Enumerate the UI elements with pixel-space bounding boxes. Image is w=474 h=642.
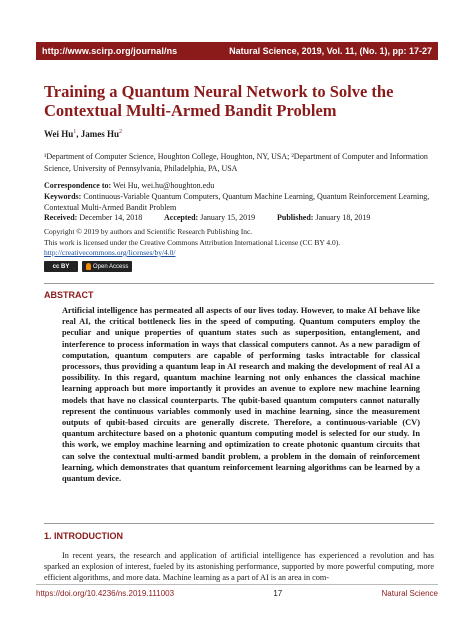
affiliation-marker: 1	[73, 129, 77, 135]
published-label: Published:	[277, 213, 314, 222]
keywords	[44, 191, 434, 213]
open-access-badge	[82, 261, 132, 272]
introduction-heading: 1. INTRODUCTION	[44, 531, 124, 541]
journal-url[interactable]: http://www.scirp.org/journal/ns	[42, 46, 178, 56]
page-number: 17	[273, 589, 283, 598]
doi-link[interactable]: https://doi.org/10.4236/ns.2019.111003	[36, 589, 175, 598]
correspondence-label: Correspondence to:	[44, 181, 112, 190]
publication-dates	[44, 213, 434, 222]
section-divider	[44, 283, 434, 284]
author-name: James Hu	[80, 129, 120, 139]
correspondence	[44, 180, 434, 191]
journal-citation: Natural Science, 2019, Vol. 11, (No. 1), pp: 17-27	[229, 46, 432, 56]
published-date: January 18, 2019	[313, 213, 371, 222]
abstract-heading: ABSTRACT	[44, 290, 94, 300]
accepted-date: January 15, 2019	[198, 213, 256, 222]
cc-by-badge[interactable]: cc BY	[44, 261, 78, 272]
correspondence-value[interactable]: Wei Hu, wei.hu@houghton.edu	[111, 181, 215, 190]
affiliations: ¹Department of Computer Science, Houghton College, Houghton, NY, USA; ²Department of Computer and Information Science, University of Pennsylvania, Philadelphia, PA, USA	[44, 152, 428, 173]
footer-divider	[36, 584, 438, 585]
license-link[interactable]: http://creativecommons.org/licenses/by/4.0/	[44, 248, 176, 257]
introduction-text: In recent years, the research and application of artificial intelligence has experienced a revolution and has sparked an explosion of interest, fueled by its astonishing performance, supported by more powerful computing, more efficient algorithms, and more data. Machine learning as a part of AI is an area in com-	[44, 551, 434, 582]
copyright-line: Copyright © 2019 by authors and Scientific Research Publishing Inc.	[44, 227, 253, 236]
keywords-value: Continuous-Variable Quantum Computers, Quantum Machine Learning, Quantum Reinforcement Learning, Contextual Multi-Armed Bandit Problem	[44, 192, 430, 212]
author-separator: ,	[76, 129, 81, 139]
copyright-block	[44, 227, 434, 259]
affiliation-marker: 2	[119, 129, 123, 135]
open-access-lock-icon	[86, 263, 91, 270]
keywords-label: Keywords:	[44, 192, 82, 201]
paper-title: Training a Quantum Neural Network to Solve the Contextual Multi-Armed Bandit Problem	[44, 82, 394, 120]
license-badges	[44, 261, 132, 272]
open-access-label: Open Access	[93, 263, 129, 270]
received-label: Received:	[44, 213, 78, 222]
author-list	[44, 129, 122, 139]
journal-header-bar	[36, 42, 438, 60]
abstract-text: Artificial intelligence has permeated all aspects of our lives today. However, to make AI behave like real AI, the critical bottleneck lies in the speed of computing. Quantum computers employ the peculiar and unique properties of quantum states such as superposition, entanglement, and interference to process information in ways that classical computers cannot. As a new paradigm of computation, quantum computers are capable of performing tasks intractable for classical processors, thus providing a quantum leap in AI research and making the development of real AI a possibility. In this regard, quantum machine learning not only enhances the classical machine learning approach but more importantly it provides an avenue to explore new machine learning models that have no classical counterparts. The qubit-based quantum computers cannot naturally represent the continuous variables commonly used in machine learning, since the measurement outputs of qubit-based circuits are generally discrete. Therefore, a continuous-variable (CV) quantum architecture based on a photonic quantum computing model is selected for our study. In this work, we employ machine learning and optimization to create photonic quantum circuits that can solve the contextual multi-armed bandit problem, a problem in the domain of reinforcement learning, which demonstrates that quantum reinforcement learning algorithms can be learned by a quantum device.	[62, 306, 420, 484]
author-name: Wei Hu	[44, 129, 74, 139]
journal-name: Natural Science	[381, 589, 438, 598]
section-divider	[44, 523, 434, 524]
page-footer	[36, 589, 438, 598]
accepted-label: Accepted:	[164, 213, 199, 222]
license-line: This work is licensed under the Creative Commons Attribution International License (CC BY 4.0).	[44, 237, 341, 247]
received-date: December 14, 2018	[77, 213, 143, 222]
